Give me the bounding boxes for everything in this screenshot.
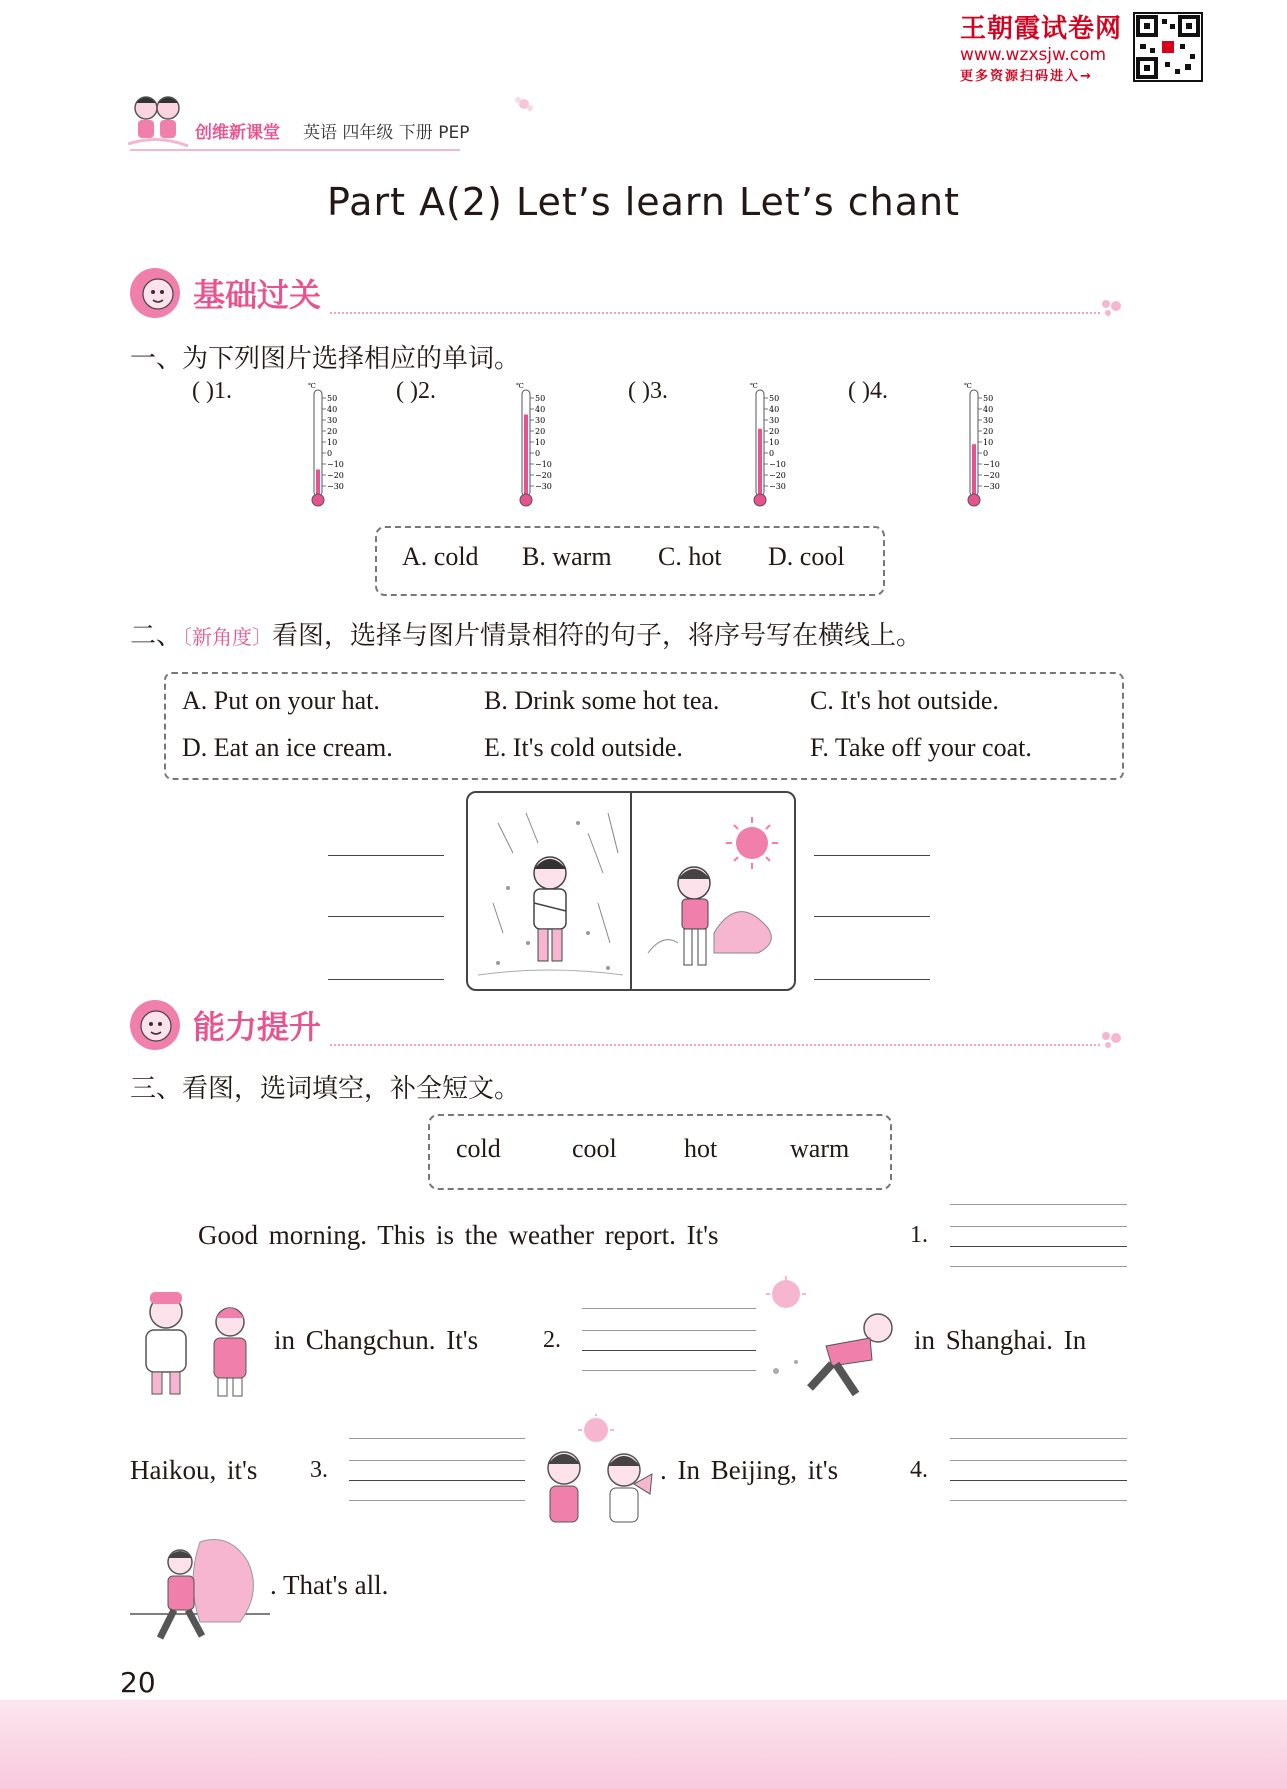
answer-paren-3[interactable] bbox=[628, 378, 668, 405]
hot-boy-picture bbox=[648, 817, 778, 965]
scale-label: 10 bbox=[327, 438, 338, 447]
scale-label: 10 bbox=[535, 438, 546, 447]
scale-label: 20 bbox=[983, 427, 994, 436]
writing-blank-4[interactable] bbox=[950, 1436, 1127, 1502]
brand-url[interactable]: www.wzxsjw.com bbox=[960, 45, 1107, 65]
dots-ornament-icon bbox=[1100, 298, 1130, 318]
hot-kids-picture bbox=[534, 1414, 658, 1528]
blank-number-2: 2. bbox=[543, 1327, 561, 1353]
scale-label: −20 bbox=[769, 471, 786, 480]
scale-label: 10 bbox=[983, 438, 994, 447]
scale-label: 50 bbox=[983, 394, 994, 403]
answer-blank-right-1[interactable] bbox=[814, 855, 930, 856]
question-3-title: 三、看图，选词填空，补全短文。 bbox=[130, 1074, 521, 1104]
sentence-e: E. It's cold outside. bbox=[484, 733, 683, 762]
new-angle-tag: 〔新角度〕 bbox=[182, 625, 273, 649]
sentence-c: C. It's hot outside. bbox=[810, 686, 999, 715]
question-2-text: 看图，选择与图片情景相符的句子，将序号写在横线上。 bbox=[272, 621, 923, 651]
scale-label: −20 bbox=[327, 471, 344, 480]
page-title: Part A(2) Let’s learn Let’s chant bbox=[326, 180, 961, 224]
scale-label: 0 bbox=[983, 449, 989, 458]
scale-label: 40 bbox=[327, 405, 338, 414]
section-heading-improve: 能力提升 bbox=[193, 1008, 322, 1046]
scale-unit: ℃ bbox=[964, 382, 972, 390]
answer-blank-left-3[interactable] bbox=[328, 979, 444, 980]
thermometer-bulb bbox=[968, 494, 980, 506]
boy-head-icon bbox=[128, 998, 182, 1052]
mercury-level bbox=[758, 429, 762, 500]
question-2-title bbox=[130, 615, 922, 652]
answer-blank-left-2[interactable] bbox=[328, 916, 444, 917]
mercury-level bbox=[972, 444, 976, 500]
passage-line-2b: in Shanghai. In bbox=[914, 1325, 1087, 1355]
section-divider bbox=[330, 1044, 1100, 1046]
scale-label: 40 bbox=[535, 405, 546, 414]
dots-ornament-icon bbox=[1100, 1030, 1130, 1050]
thermometer-graphic bbox=[514, 380, 556, 510]
scale-label: 30 bbox=[327, 416, 338, 425]
option-d: D. cool bbox=[768, 542, 845, 571]
answer-paren-2[interactable] bbox=[396, 378, 436, 405]
passage-line-1: Good morning. This is the weather report. It's bbox=[198, 1220, 719, 1250]
answer-paren-4[interactable] bbox=[848, 378, 888, 405]
mercury-level bbox=[524, 415, 528, 501]
scale-label: 40 bbox=[769, 405, 780, 414]
blank-number-3: 3. bbox=[310, 1457, 328, 1483]
question-1-title: 一、为下列图片选择相应的单词。 bbox=[130, 344, 521, 374]
answer-paren-1[interactable] bbox=[192, 378, 232, 405]
answer-blank-right-2[interactable] bbox=[814, 916, 930, 917]
scale-label: −10 bbox=[535, 460, 552, 469]
scale-label: −10 bbox=[769, 460, 786, 469]
thermometer-graphic bbox=[306, 380, 348, 510]
thermometer-4 bbox=[962, 380, 1004, 514]
scale-label: 30 bbox=[983, 416, 994, 425]
flower-icon bbox=[512, 92, 536, 116]
header-rule bbox=[130, 149, 460, 151]
scale-label: −20 bbox=[535, 471, 552, 480]
scale-label: 20 bbox=[535, 427, 546, 436]
thermometer-graphic bbox=[962, 380, 1004, 510]
warm-boy-picture bbox=[766, 1276, 900, 1406]
section-divider bbox=[330, 312, 1100, 314]
scale-label: −30 bbox=[535, 482, 552, 491]
scale-label: 30 bbox=[535, 416, 546, 425]
passage-line-2a: in Changchun. It's bbox=[274, 1325, 479, 1355]
answer-blank-left-1[interactable] bbox=[328, 855, 444, 856]
option-a: A. cold bbox=[402, 542, 479, 571]
scale-unit: ℃ bbox=[308, 382, 316, 390]
passage-line-3a: Haikou, it's bbox=[130, 1455, 258, 1485]
scale-unit: ℃ bbox=[516, 382, 524, 390]
girl-head-icon bbox=[128, 266, 182, 320]
cold-kids-picture bbox=[130, 1282, 260, 1402]
scale-label: −30 bbox=[983, 482, 1000, 491]
scale-label: 20 bbox=[327, 427, 338, 436]
brand-tip: 更多资源扫码进入→ bbox=[960, 69, 1093, 84]
thermometer-graphic bbox=[748, 380, 790, 510]
word-cool: cool bbox=[572, 1134, 617, 1163]
sentence-b: B. Drink some hot tea. bbox=[484, 686, 720, 715]
scale-label: −30 bbox=[327, 482, 344, 491]
kids-mascot-icon bbox=[128, 88, 188, 150]
thermometer-bulb bbox=[312, 494, 324, 506]
writing-blank-2[interactable] bbox=[582, 1306, 756, 1372]
thermometer-bulb bbox=[754, 494, 766, 506]
footer-band bbox=[0, 1700, 1287, 1789]
writing-blank-3[interactable] bbox=[349, 1436, 525, 1502]
scale-label: 0 bbox=[769, 449, 775, 458]
scale-label: 40 bbox=[983, 405, 994, 414]
book-info: 英语 四年级 下册 PEP bbox=[303, 123, 470, 143]
page-number: 20 bbox=[120, 1666, 156, 1699]
word-cold: cold bbox=[456, 1134, 501, 1163]
answer-paren: ( ) bbox=[628, 378, 650, 404]
scale-label: 0 bbox=[327, 449, 333, 458]
scale-label: 0 bbox=[535, 449, 541, 458]
question-2-prefix: 二、 bbox=[130, 621, 183, 651]
answer-blank-right-3[interactable] bbox=[814, 979, 930, 980]
thermometer-3 bbox=[748, 380, 790, 514]
word-warm: warm bbox=[790, 1134, 850, 1163]
passage-line-3b: . In Beijing, it's bbox=[660, 1455, 839, 1485]
item-number: 4. bbox=[869, 378, 888, 404]
cool-autumn-picture bbox=[130, 1532, 272, 1648]
sentence-d: D. Eat an ice cream. bbox=[182, 733, 393, 762]
scale-unit: ℃ bbox=[750, 382, 758, 390]
thermometer-2 bbox=[514, 380, 556, 514]
blank-number-1: 1. bbox=[910, 1222, 928, 1248]
scale-label: 50 bbox=[535, 394, 546, 403]
scale-label: 50 bbox=[769, 394, 780, 403]
answer-paren: ( ) bbox=[192, 378, 214, 404]
option-b: B. warm bbox=[522, 542, 612, 571]
scale-label: 10 bbox=[769, 438, 780, 447]
thermometer-bulb bbox=[520, 494, 532, 506]
cold-boy-picture bbox=[478, 813, 623, 975]
brand-name: 王朝霞试卷网 bbox=[960, 14, 1123, 44]
scale-label: −30 bbox=[769, 482, 786, 491]
weather-scene-panel bbox=[466, 791, 796, 991]
passage-line-4: . That's all. bbox=[270, 1570, 389, 1600]
scale-label: −10 bbox=[983, 460, 1000, 469]
sentence-a: A. Put on your hat. bbox=[182, 686, 380, 715]
item-number: 3. bbox=[649, 378, 668, 404]
answer-paren: ( ) bbox=[396, 378, 418, 404]
series-name: 创维新课堂 bbox=[195, 123, 280, 143]
option-c: C. hot bbox=[658, 542, 722, 571]
thermometer-1 bbox=[306, 380, 348, 514]
answer-paren: ( ) bbox=[848, 378, 870, 404]
section-heading-basic: 基础过关 bbox=[193, 276, 322, 314]
item-number: 1. bbox=[213, 378, 232, 404]
scale-label: −20 bbox=[983, 471, 1000, 480]
scale-label: 30 bbox=[769, 416, 780, 425]
item-number: 2. bbox=[417, 378, 436, 404]
writing-blank-1[interactable] bbox=[950, 1202, 1127, 1268]
sentence-f: F. Take off your coat. bbox=[810, 733, 1032, 762]
scale-label: 50 bbox=[327, 394, 338, 403]
word-hot: hot bbox=[684, 1134, 718, 1163]
scale-label: 20 bbox=[769, 427, 780, 436]
qr-code-icon[interactable] bbox=[1133, 12, 1203, 82]
scale-label: −10 bbox=[327, 460, 344, 469]
blank-number-4: 4. bbox=[910, 1457, 928, 1483]
